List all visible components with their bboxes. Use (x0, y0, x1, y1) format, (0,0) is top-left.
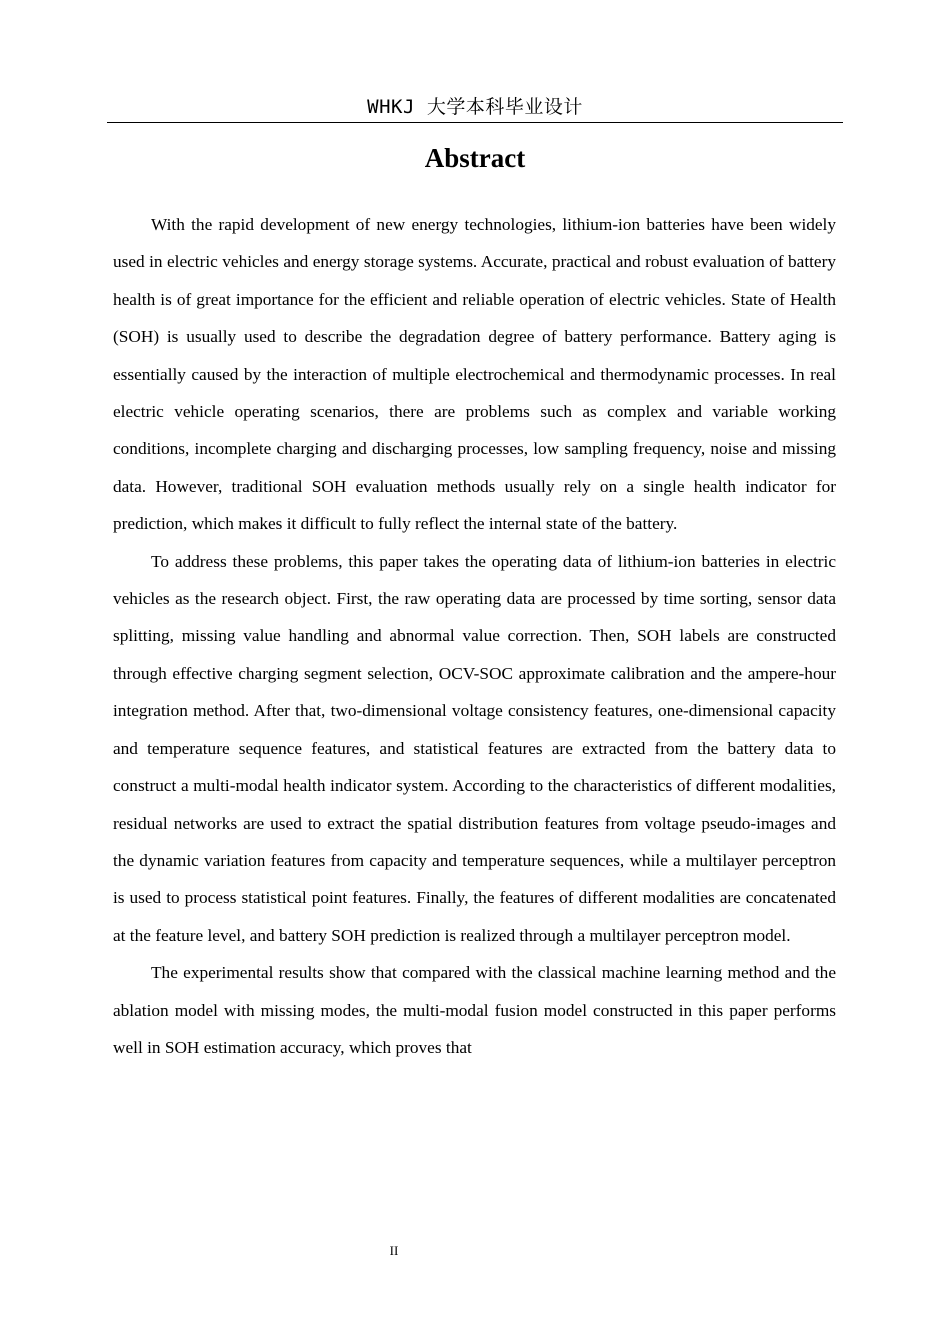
abstract-paragraph-3: The experimental results show that compared with the classical machine learning method and the ablation model with missing modes, the multi-modal fusion model constructed in this paper performs well in SOH estimation accuracy, which proves that (113, 963, 836, 1057)
abstract-paragraph-1: With the rapid development of new energy technologies, lithium-ion batteries have been widely used in electric vehicles and energy storage systems. Accurate, practical and robust evaluation of battery health is of great importance for the efficient and reliable operation of electric vehicles. State of Health (SOH) is usually used to describe the degradation degree of battery performance. Battery aging is essentially caused by the interaction of multiple electrochemical and thermodynamic processes. In real electric vehicle operating scenarios, there are problems such as complex and variable working conditions, incomplete charging and discharging processes, low sampling frequency, noise and missing data. However, traditional SOH evaluation methods usually rely on a single health indicator for prediction, which makes it difficult to fully reflect the internal state of the battery. (113, 215, 836, 534)
page-number: II (389, 1243, 399, 1258)
abstract-body (113, 206, 836, 1066)
header-divider (107, 122, 843, 123)
section-title: Abstract (424, 143, 526, 173)
running-header: WHKJ 大学本科毕业设计 (367, 96, 583, 118)
abstract-paragraph-2: To address these problems, this paper takes the operating data of lithium-ion batteries in electric vehicles as the research object. First, the raw operating data are processed by time sorting, sensor data splitting, missing value handling and abnormal value correction. Then, SOH labels are constructed through effective charging segment selection, OCV-SOC approximate calibration and the ampere-hour integration method. After that, two-dimensional voltage consistency features, one-dimensional capacity and temperature sequence features, and statistical features are extracted from the battery data to construct a multi-modal health indicator system. According to the characteristics of different modalities, residual networks are used to extract the spatial distribution features from voltage pseudo-images and the dynamic variation features from capacity and temperature sequences, while a multilayer perceptron is used to process statistical point features. Finally, the features of different modalities are concatenated at the feature level, and battery SOH prediction is realized through a multilayer perceptron model. (113, 551, 836, 945)
